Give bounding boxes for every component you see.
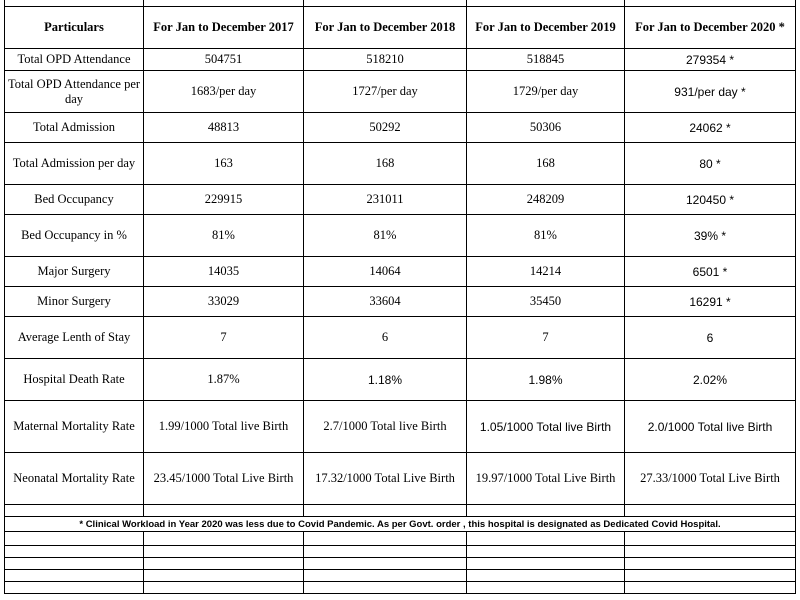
table-cell: 7 (144, 317, 304, 359)
empty-row (5, 582, 796, 594)
table-cell: 1.87% (144, 359, 304, 401)
spacer-row (5, 505, 796, 517)
row-label: Bed Occupancy in % (5, 215, 144, 257)
table-row (5, 71, 796, 113)
empty-row (5, 546, 796, 558)
table-cell: 1729/per day (467, 71, 625, 113)
table-cell: 39% * (625, 215, 796, 257)
table-cell: 33029 (144, 287, 304, 317)
table-row (5, 215, 796, 257)
table-cell: 19.97/1000 Total Live Birth (467, 453, 625, 505)
table-cell: 1683/per day (144, 71, 304, 113)
header-particulars: Particulars (5, 7, 144, 49)
table-row (5, 185, 796, 215)
footnote-row (5, 517, 796, 532)
row-label: Maternal Mortality Rate (5, 401, 144, 453)
header-row (5, 7, 796, 49)
table-cell: 120450 * (625, 185, 796, 215)
table-cell: 2.0/1000 Total live Birth (625, 401, 796, 453)
table-cell: 1.99/1000 Total live Birth (144, 401, 304, 453)
table-cell: 1.05/1000 Total live Birth (467, 401, 625, 453)
table-cell: 168 (467, 143, 625, 185)
empty-row (5, 532, 796, 546)
table-cell: 81% (144, 215, 304, 257)
table-cell: 24062 * (625, 113, 796, 143)
table-cell: 80 * (625, 143, 796, 185)
row-label: Minor Surgery (5, 287, 144, 317)
table-cell: 518210 (304, 49, 467, 71)
hospital-statistics-table (4, 0, 796, 594)
header-2019: For Jan to December 2019 (467, 7, 625, 49)
table-cell: 518845 (467, 49, 625, 71)
table-row (5, 401, 796, 453)
table-cell: 2.02% (625, 359, 796, 401)
table-cell: 16291 * (625, 287, 796, 317)
row-label: Major Surgery (5, 257, 144, 287)
empty-row (5, 558, 796, 570)
table-cell: 6 (625, 317, 796, 359)
row-label: Neonatal Mortality Rate (5, 453, 144, 505)
row-label: Bed Occupancy (5, 185, 144, 215)
header-2020: For Jan to December 2020 * (625, 7, 796, 49)
table-cell: 231011 (304, 185, 467, 215)
table-row (5, 49, 796, 71)
table-cell: 931/per day * (625, 71, 796, 113)
table-cell: 504751 (144, 49, 304, 71)
table-cell: 23.45/1000 Total Live Birth (144, 453, 304, 505)
table-row (5, 317, 796, 359)
table-cell: 35450 (467, 287, 625, 317)
table-cell: 248209 (467, 185, 625, 215)
table-cell: 14214 (467, 257, 625, 287)
table-cell: 6501 * (625, 257, 796, 287)
header-2018: For Jan to December 2018 (304, 7, 467, 49)
table-cell: 14035 (144, 257, 304, 287)
table-cell: 1.98% (467, 359, 625, 401)
table-row (5, 257, 796, 287)
table-row (5, 113, 796, 143)
row-label: Total Admission per day (5, 143, 144, 185)
table-cell: 7 (467, 317, 625, 359)
table-cell: 6 (304, 317, 467, 359)
table-cell: 14064 (304, 257, 467, 287)
table-cell: 48813 (144, 113, 304, 143)
table-row (5, 287, 796, 317)
header-2017: For Jan to December 2017 (144, 7, 304, 49)
table-row (5, 143, 796, 185)
table-cell: 1727/per day (304, 71, 467, 113)
table-row (5, 453, 796, 505)
row-label: Hospital Death Rate (5, 359, 144, 401)
table-cell: 229915 (144, 185, 304, 215)
row-label: Total Admission (5, 113, 144, 143)
table-cell: 2.7/1000 Total live Birth (304, 401, 467, 453)
footnote-text: * Clinical Workload in Year 2020 was less due to Covid Pandemic. As per Govt. order , this hospital is designated as Dedicated Covid Hospital. (5, 517, 796, 532)
table-cell: 163 (144, 143, 304, 185)
table-row (5, 359, 796, 401)
table-cell: 81% (467, 215, 625, 257)
table-cell: 1.18% (304, 359, 467, 401)
table-cell: 279354 * (625, 49, 796, 71)
row-label: Total OPD Attendance per day (5, 71, 144, 113)
empty-row (5, 570, 796, 582)
table-cell: 33604 (304, 287, 467, 317)
table-cell: 50292 (304, 113, 467, 143)
table-cell: 27.33/1000 Total Live Birth (625, 453, 796, 505)
row-label: Average Lenth of Stay (5, 317, 144, 359)
row-label: Total OPD Attendance (5, 49, 144, 71)
statistics-table-sheet (4, 0, 795, 600)
table-cell: 168 (304, 143, 467, 185)
table-cell: 17.32/1000 Total Live Birth (304, 453, 467, 505)
table-cell: 81% (304, 215, 467, 257)
table-cell: 50306 (467, 113, 625, 143)
